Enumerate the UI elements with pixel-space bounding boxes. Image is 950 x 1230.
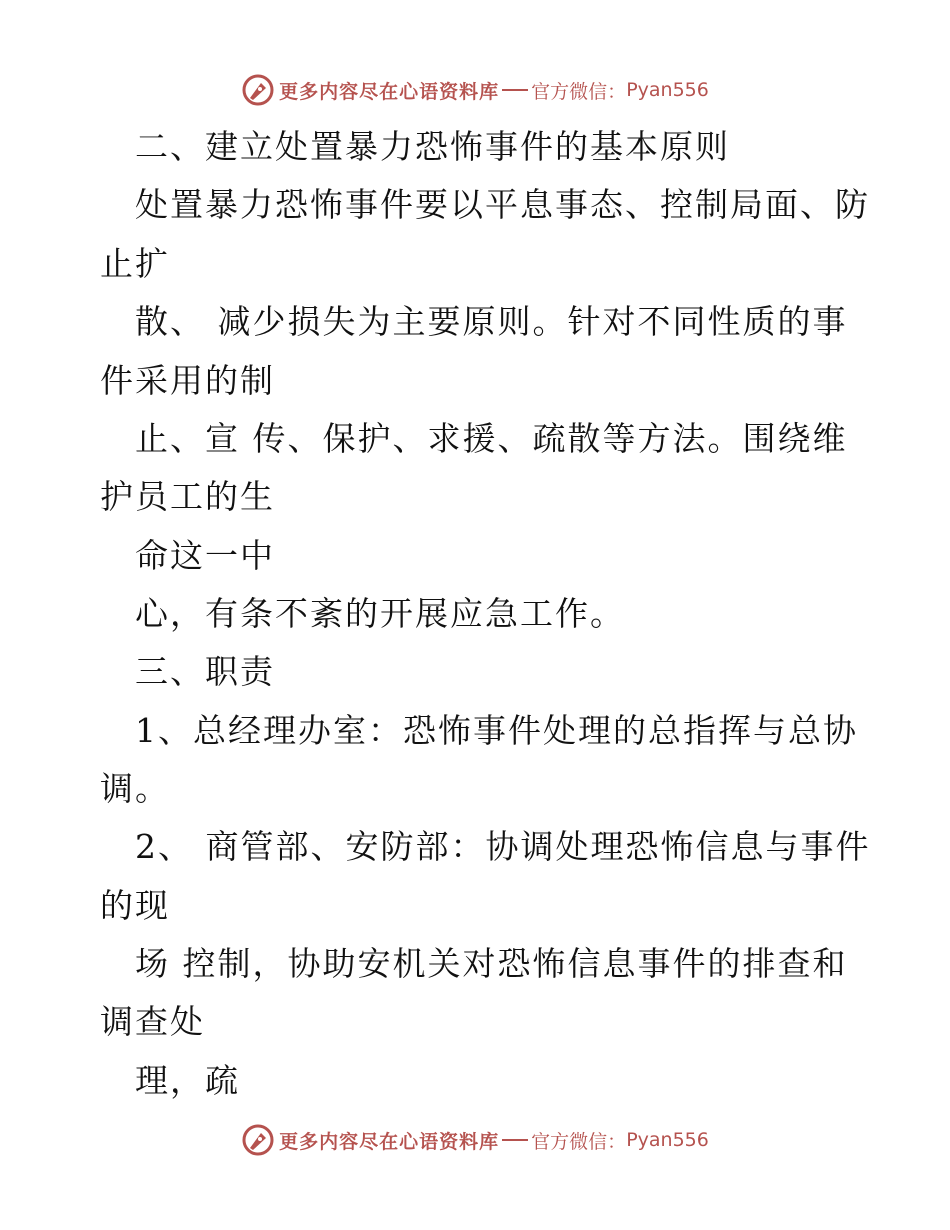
paragraph-line: 散、 减少损失为主要原则。针对不同性质的事 [135,302,848,341]
watermark-brand-text: 更多内容尽在心语资料库 [279,80,500,103]
list-item-line: 场 控制，协助安机关对恐怖信息事件的排查和 [135,944,848,983]
section-heading: 三、职责 [135,652,275,691]
watermark-contact-text: 官方微信： [531,1130,627,1153]
paragraph-line: 护员工的生 [100,477,275,516]
list-item-line: 调查处 [100,1002,205,1041]
section-heading: 二、建立处置暴力恐怖事件的基本原则 [135,127,730,166]
paragraph-line: 心，有条不紊的开展应急工作。 [135,594,625,633]
list-item-line: 的现 [100,886,170,925]
list-item-line: 调。 [100,769,170,808]
paragraph-line: 止、宣 传、保护、求援、疏散等方法。围绕维 [135,419,848,458]
watermark-brand-text: 更多内容尽在心语资料库 [279,1130,500,1153]
pen-nib-icon [241,1123,275,1157]
watermark-footer [0,1120,950,1160]
list-item-line: 2、 商管部、安防部：协调处理恐怖信息与事件 [135,827,871,866]
list-item-line: 理，疏 [135,1061,240,1100]
watermark-contact-id: Pyan556 [626,79,709,101]
paragraph-line: 止扩 [100,244,170,283]
pen-nib-icon [241,73,275,107]
watermark-dash [502,1139,528,1141]
watermark-header [0,70,950,110]
paragraph-line: 件采用的制 [100,361,275,400]
list-item-line: 1、总经理办室：恐怖事件处理的总指挥与总协 [135,711,858,750]
watermark-contact-text: 官方微信： [531,80,627,103]
paragraph-line: 命这一中 [135,536,275,575]
paragraph-line: 处置暴力恐怖事件要以平息事态、控制局面、防 [135,185,870,224]
watermark-dash [502,89,528,91]
watermark-contact-id: Pyan556 [626,1129,709,1151]
